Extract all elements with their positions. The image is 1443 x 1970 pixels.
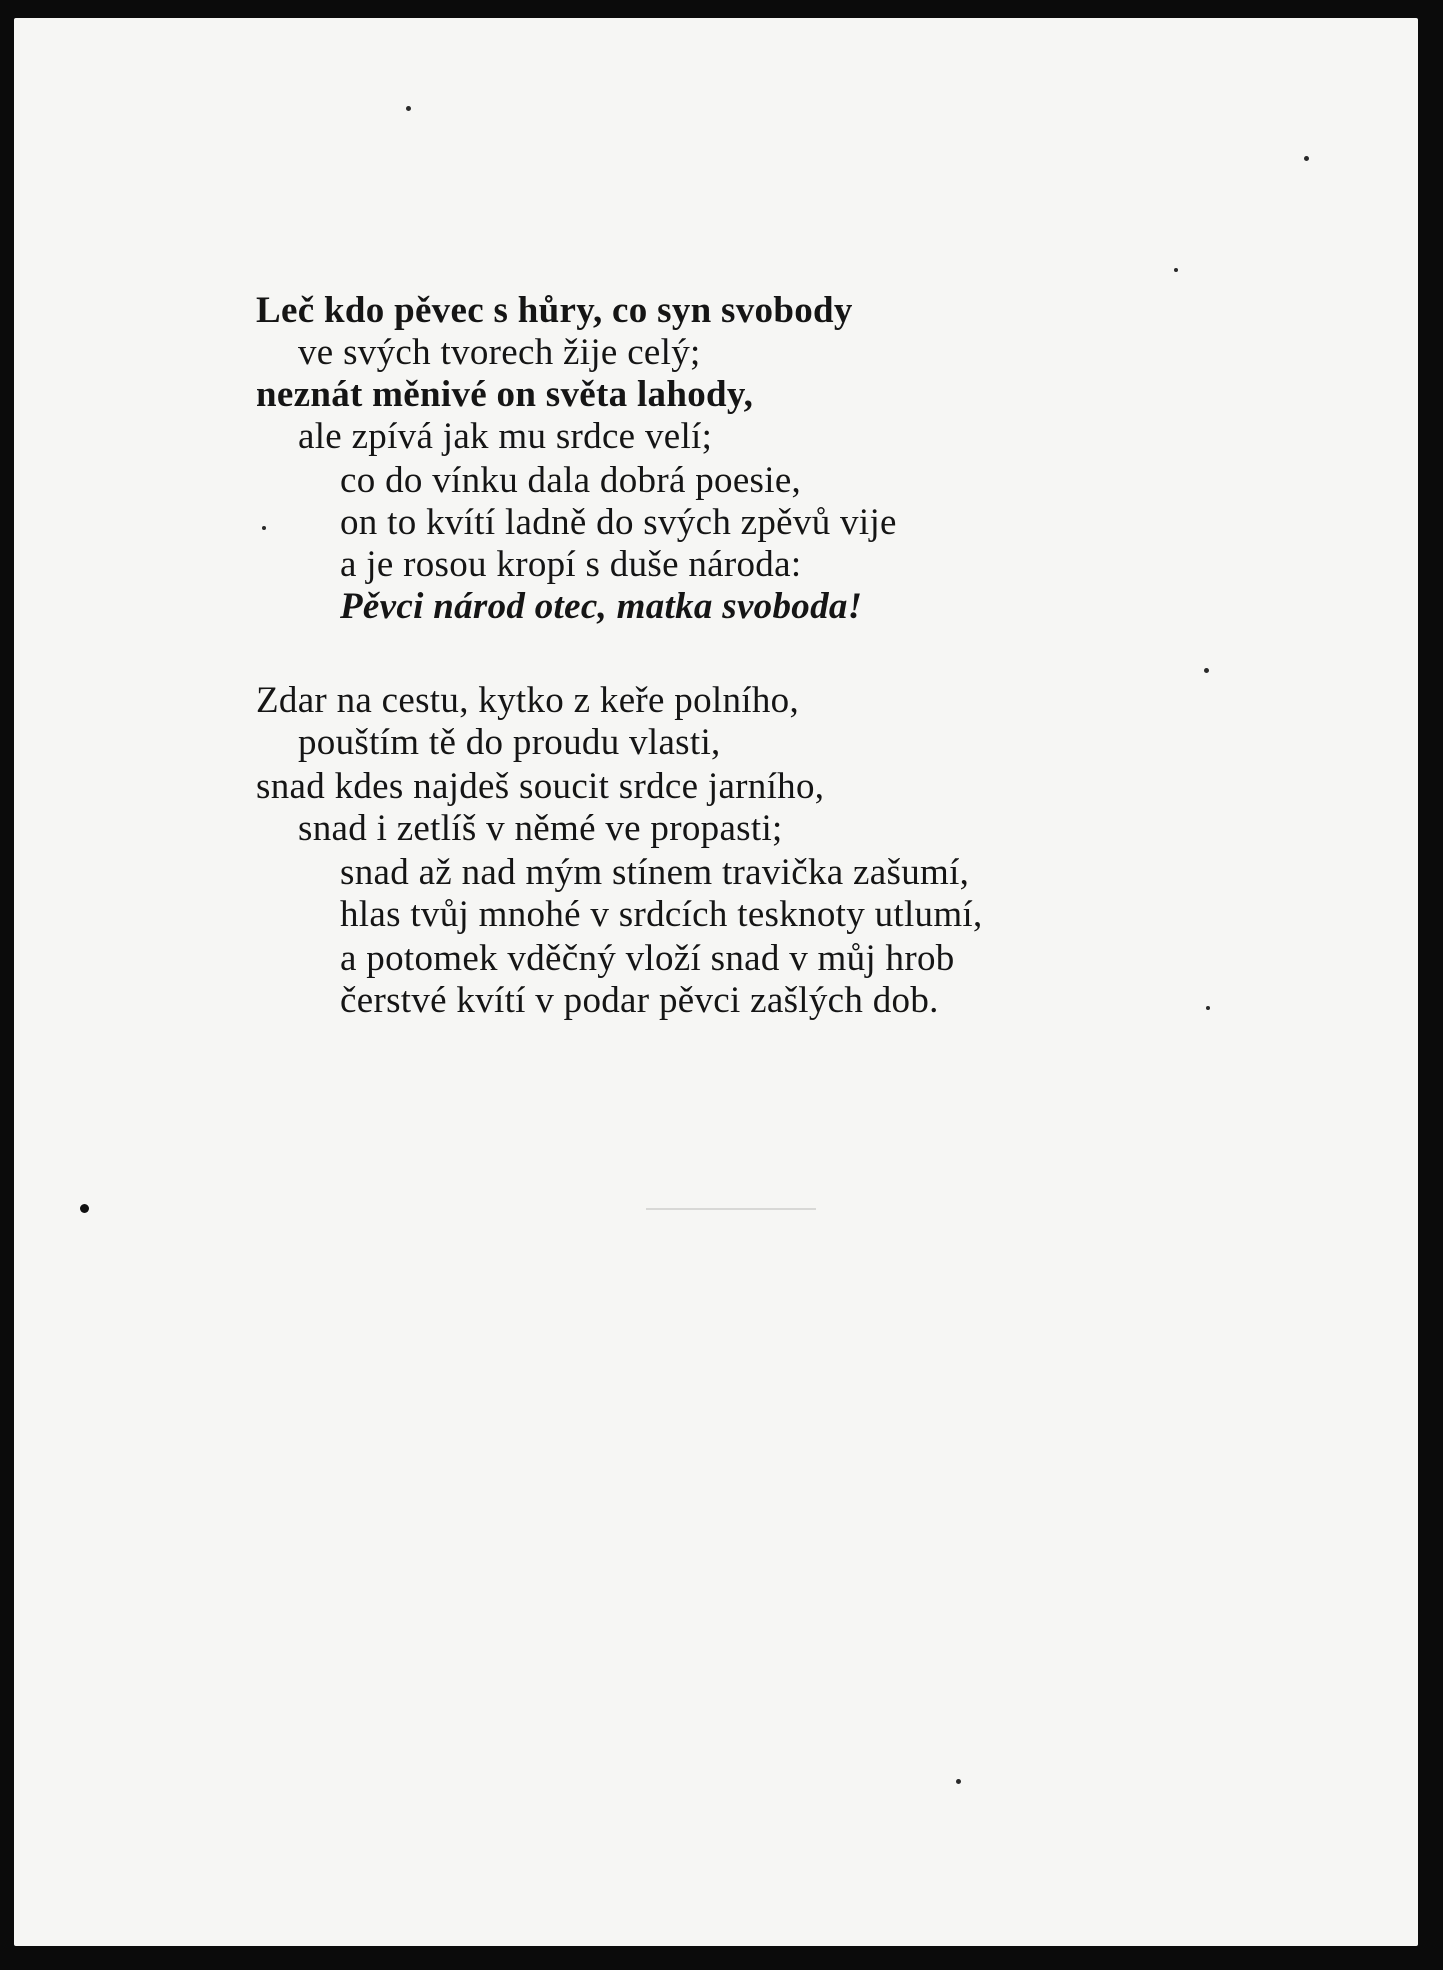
poem-line: a je rosou kropí s duše národa: bbox=[340, 544, 802, 585]
poem-line: a potomek vděčný vloží snad v můj hrob bbox=[340, 938, 955, 979]
poem-line: neznát měnivé on světa lahody, bbox=[256, 374, 754, 415]
poem-line: Leč kdo pěvec s hůry, co syn svobody bbox=[256, 290, 853, 331]
poem-line: snad kdes najdeš soucit srdce jarního, bbox=[256, 766, 825, 807]
dust-speck bbox=[956, 1779, 961, 1784]
dust-speck bbox=[1206, 1006, 1210, 1010]
dust-speck bbox=[1304, 156, 1309, 161]
dust-speck bbox=[1204, 668, 1209, 673]
poem-line: čerstvé kvítí v podar pěvci zašlých dob. bbox=[340, 980, 939, 1021]
poem-line: snad i zetlíš v němé ve propasti; bbox=[298, 808, 783, 849]
poem-line: ale zpívá jak mu srdce velí; bbox=[298, 416, 713, 457]
poem-line: snad až nad mým stínem travička zašumí, bbox=[340, 852, 970, 893]
dust-speck bbox=[406, 106, 411, 111]
poem-line: ve svých tvorech žije celý; bbox=[298, 332, 701, 373]
poem-line: co do vínku dala dobrá poesie, bbox=[340, 460, 802, 501]
faint-rule bbox=[646, 1208, 816, 1210]
dust-speck bbox=[80, 1204, 89, 1213]
poem-line-refrain: Pěvci národ otec, matka svoboda! bbox=[340, 586, 863, 627]
poem-line: on to kvítí ladně do svých zpěvů vije bbox=[340, 502, 897, 543]
dust-speck bbox=[1174, 268, 1178, 272]
poem-line: Zdar na cestu, kytko z keře polního, bbox=[256, 680, 800, 721]
poem-line: pouštím tě do proudu vlasti, bbox=[298, 722, 721, 763]
paper-sheet bbox=[14, 18, 1418, 1946]
poem-line: hlas tvůj mnohé v srdcích tesknoty utlumí, bbox=[340, 894, 983, 935]
dust-speck bbox=[262, 526, 266, 530]
